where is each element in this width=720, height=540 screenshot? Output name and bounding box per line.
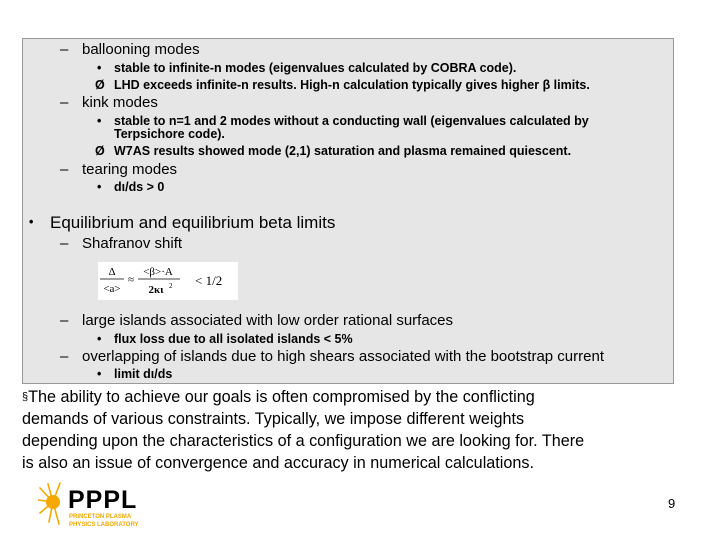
summary-paragraph [22, 386, 692, 474]
bullet-marker: • [97, 114, 102, 128]
bullet-marker: • [29, 215, 34, 229]
formula-lhs-num: Δ [108, 266, 116, 278]
kink-item-1-line1: stable to n=1 and 2 modes without a conducting wall (eigenvalues calculated by [114, 114, 589, 128]
paragraph-line-2: demands of various constraints. Typically, we impose different weights [22, 410, 525, 428]
pppl-logo [38, 480, 148, 530]
ballooning-item-2: LHD exceeds infinite-n results. High-n calculation typically gives higher β limits. [114, 78, 590, 92]
page-number: 9 [668, 496, 676, 511]
shafranov-heading: Shafranov shift [82, 235, 183, 252]
islands-heading: large islands associated with low order rational surfaces [82, 312, 454, 329]
overlap-item: limit dι/ds [114, 367, 173, 381]
bullet-marker: • [97, 367, 102, 381]
dash-marker: – [60, 235, 69, 252]
overlap-heading: overlapping of islands due to high shears associated with the bootstrap current [82, 348, 604, 365]
shafranov-formula [98, 262, 238, 300]
kink-item-2: W7AS results showed mode (2,1) saturation and plasma remained quiescent. [114, 144, 572, 158]
dash-marker: – [60, 348, 69, 365]
arrow-marker: Ø [95, 144, 105, 158]
bullet-marker: • [97, 180, 102, 194]
logo-sub-1: PRINCETON PLASMA [69, 514, 132, 520]
paragraph-line-1: The ability to achieve our goals is often compromised by the conflicting [28, 388, 535, 406]
formula-rhs-den: 2κι [148, 284, 164, 296]
islands-item: flux loss due to all isolated islands < 5% [114, 332, 353, 346]
logo-main: PPPL [68, 486, 138, 514]
tearing-item: dι/ds > 0 [114, 180, 165, 194]
dash-marker: – [60, 94, 69, 111]
formula-rhs-den-sup: 2 [169, 282, 173, 290]
dash-marker: – [60, 312, 69, 329]
formula-rhs-num: <β>·A [143, 266, 173, 278]
ballooning-heading: ballooning modes [82, 41, 200, 58]
bullet-marker: • [97, 61, 102, 75]
formula-condition: < 1/2 [195, 273, 223, 288]
bullet-marker: • [97, 332, 102, 346]
dash-marker: – [60, 41, 69, 58]
logo-sub-2: PHYSICS LABORATORY [69, 522, 139, 528]
tearing-heading: tearing modes [82, 161, 178, 178]
arrow-marker: Ø [95, 78, 105, 92]
equilibrium-heading: Equilibrium and equilibrium beta limits [50, 213, 336, 232]
kink-heading: kink modes [82, 94, 158, 111]
ballooning-item-1: stable to infinite-n modes (eigenvalues calculated by COBRA code). [114, 61, 517, 75]
paragraph-line-3: depending upon the characteristics of a configuration we are looking for. There [22, 432, 585, 450]
formula-approx: ≈ [127, 274, 135, 286]
formula-lhs-den: <a> [103, 283, 121, 295]
paragraph-line-4: is also an issue of convergence and accuracy in numerical calculations. [22, 454, 534, 472]
dash-marker: – [60, 161, 69, 178]
paragraph-marker: § [22, 391, 29, 403]
kink-item-1-line2: Terpsichore code). [114, 127, 225, 141]
